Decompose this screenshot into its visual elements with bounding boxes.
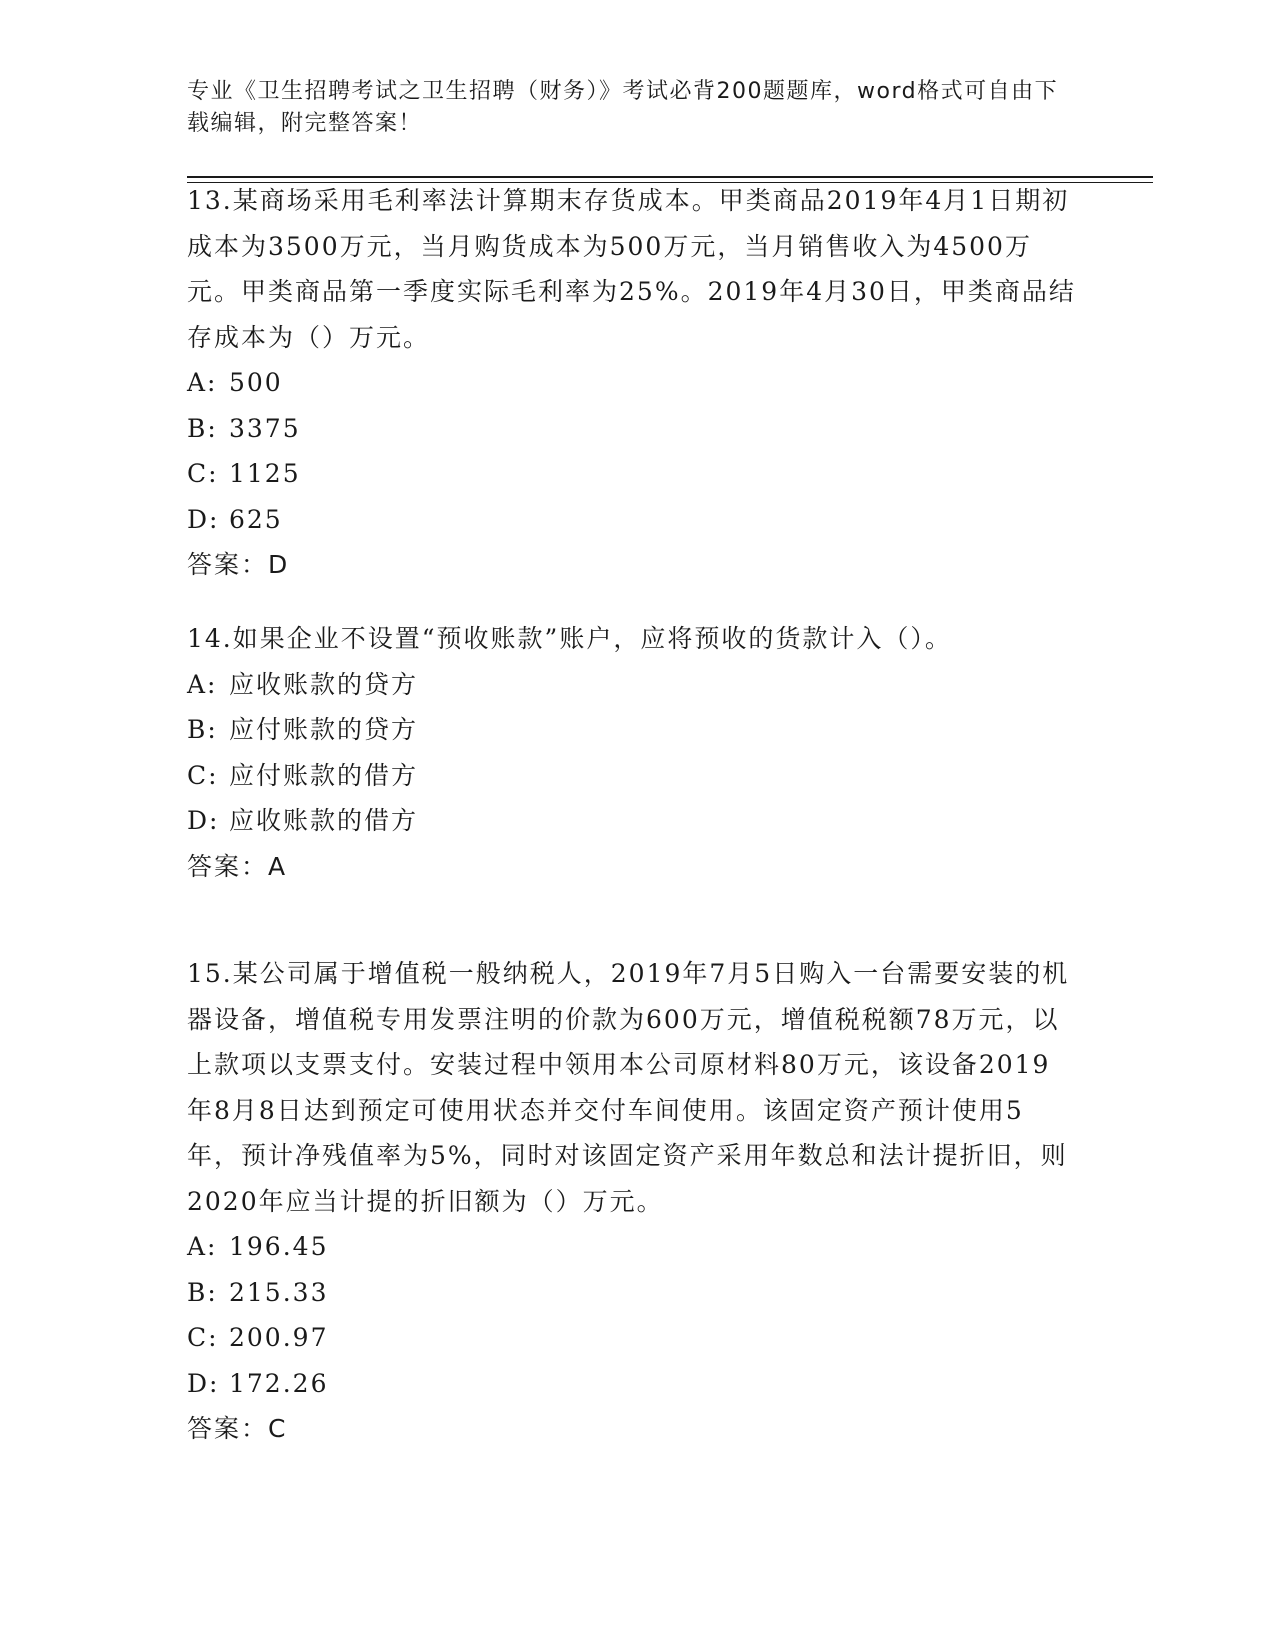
option-letter: D: — [187, 1368, 220, 1398]
option-letter: A: — [187, 669, 218, 699]
answer-line: 答案：A — [187, 851, 288, 881]
option-d — [187, 1361, 1077, 1407]
option-a — [187, 1224, 1077, 1270]
option-d — [187, 497, 1077, 543]
option-b — [187, 1270, 1077, 1316]
option-text: 172.26 — [229, 1368, 329, 1398]
option-text: 200.97 — [229, 1323, 329, 1352]
option-letter: D: — [187, 806, 220, 835]
question-13 — [187, 178, 1077, 588]
option-letter: C: — [187, 1323, 219, 1352]
option-c — [187, 753, 1077, 799]
option-text: 应付账款的贷方 — [229, 715, 419, 744]
option-text: 应付账款的借方 — [229, 760, 419, 790]
option-letter: B: — [187, 413, 218, 443]
question-15 — [187, 951, 1077, 1452]
question-14 — [187, 616, 1077, 889]
option-letter: A: — [187, 368, 218, 397]
question-stem: 13.某商场采用毛利率法计算期末存货成本。甲类商品2019年4月1日期初成本为3500万元，当月购货成本为500万元，当月销售收入为4500万元。甲类商品第一季度实际毛利率为25%。2019年4月30日，甲类商品结存成本为（）万元。 — [187, 186, 1076, 352]
answer-line: 答案：C — [187, 1414, 288, 1443]
option-text: 应收账款的借方 — [229, 806, 419, 835]
option-d — [187, 798, 1077, 844]
option-letter: B: — [187, 715, 218, 744]
option-text: 1125 — [229, 459, 301, 488]
option-text: 625 — [229, 504, 283, 534]
question-stem: 15.某公司属于增值税一般纳税人，2019年7月5日购入一台需要安装的机器设备，增值税专用发票注明的价款为600万元，增值税税额78万元，以上款项以支票支付。安装过程中领用本公司原材料80万元，该设备2019年8月8日达到预定可使用状态并交付车间使用。该固定资产预计使用5年，预计净残值率为5%，同时对该固定资产采用年数总和法计提折旧，则2020年应当计提的折旧额为（）万元。 — [187, 959, 1070, 1216]
question-stem: 14.如果企业不设置“预收账款”账户，应将预收的货款计入（）。 — [187, 624, 952, 653]
option-text: 应收账款的贷方 — [229, 669, 419, 699]
option-b — [187, 406, 1077, 452]
option-letter: D: — [187, 504, 220, 534]
option-text: 196.45 — [229, 1232, 329, 1261]
option-text: 215.33 — [229, 1277, 329, 1307]
option-letter: C: — [187, 459, 219, 488]
option-letter: C: — [187, 760, 219, 790]
option-letter: A: — [187, 1232, 218, 1261]
option-a — [187, 360, 1077, 406]
option-a — [187, 662, 1077, 708]
option-c — [187, 451, 1077, 497]
option-text: 500 — [229, 368, 283, 397]
option-letter: B: — [187, 1277, 218, 1307]
option-text: 3375 — [229, 413, 301, 443]
option-b — [187, 707, 1077, 753]
option-c — [187, 1315, 1077, 1361]
answer-line: 答案：D — [187, 550, 290, 579]
document-header: 专业《卫生招聘考试之卫生招聘（财务）》考试必背200题题库，word格式可自由下载编辑，附完整答案！ — [187, 79, 1059, 136]
